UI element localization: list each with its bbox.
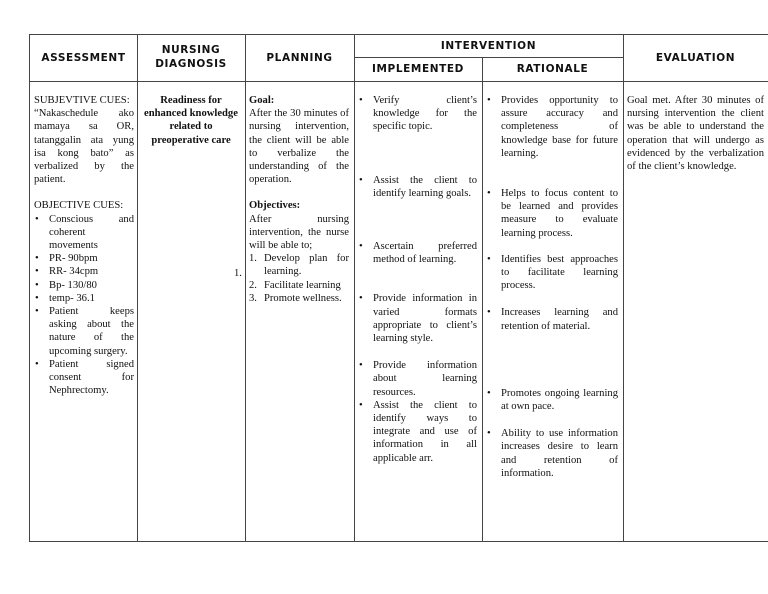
header-bottom-line bbox=[30, 81, 768, 82]
list-item: • Ability to use information increases desire to learn and retention of information. bbox=[486, 427, 618, 480]
nursing-diagnosis-text: Readiness for enhanced knowledge related to preoperative care bbox=[144, 95, 238, 146]
list-number: 3. bbox=[249, 292, 257, 304]
list-item: • Conscious and coherent movements bbox=[34, 213, 134, 253]
objective-label: OBJECTIVE CUES: bbox=[34, 200, 124, 212]
goal-text: After the 30 minutes of nursing intervention, the client will be able to verbalize the understanding of the operation. bbox=[249, 108, 349, 186]
list-item: • Assist the client to identify learning goals. bbox=[358, 174, 477, 200]
rationale-cell bbox=[486, 94, 618, 480]
list-item bbox=[249, 292, 349, 305]
list-item: • Ascertain preferred method of learning. bbox=[358, 240, 477, 266]
header-diagnosis-line2: DIAGNOSIS bbox=[155, 58, 227, 70]
objectives-intro: After nursing intervention, the nurse will be able to; bbox=[249, 213, 349, 252]
list-item bbox=[249, 279, 349, 292]
header-planning: PLANNING bbox=[266, 52, 333, 64]
column-divider bbox=[137, 35, 138, 541]
implemented-cell bbox=[358, 94, 477, 465]
list-item: • Promotes ongoing learning at own pace. bbox=[486, 387, 618, 413]
implemented-list bbox=[358, 94, 477, 465]
list-item: • Bp- 130/80 bbox=[34, 279, 134, 292]
objective-text: Facilitate learning bbox=[264, 279, 341, 291]
header-intervention: INTERVENTION bbox=[440, 40, 537, 52]
goal-label: Goal: bbox=[249, 95, 275, 106]
care-plan-table bbox=[29, 34, 768, 542]
stray-list-number: 1. bbox=[234, 268, 242, 279]
subjective-label: SUBJEVTIVE CUES: bbox=[34, 95, 130, 106]
list-item: • Provide information in varied formats appropriate to client’s learning style. bbox=[358, 292, 477, 345]
subjective-text: “Nakaschedule ako mamaya sa OR, tatanggalin ata yung isa kong bato” as verbalized by the patient. bbox=[34, 108, 134, 186]
planning-cell bbox=[249, 94, 349, 305]
column-divider bbox=[482, 57, 483, 541]
row-divider bbox=[354, 57, 623, 58]
header-evaluation: EVALUATION bbox=[655, 52, 736, 64]
header-diagnosis-line1: NURSING bbox=[161, 44, 221, 56]
list-item: • Assist the client to identify ways to integrate and use of information in all applicable arr. bbox=[358, 399, 477, 465]
header-implemented: IMPLEMENTED bbox=[372, 63, 464, 75]
list-number: 1. bbox=[249, 253, 257, 265]
objectives-label: Objectives: bbox=[249, 200, 301, 212]
list-item bbox=[249, 252, 349, 278]
evaluation-text: Goal met. After 30 minutes of nursing intervention the client was be able to understand the operation that will undergo as evidenced by the verbalization of the client’s knowledge. bbox=[627, 95, 764, 173]
list-item: • Identifies best approaches to facilitate learning process. bbox=[486, 253, 618, 293]
list-number: 2. bbox=[249, 279, 257, 291]
objective-text: Develop plan for learning. bbox=[264, 253, 349, 278]
list-item: • Patient keeps asking about the nature of the upcoming surgery. bbox=[34, 305, 134, 358]
objective-cues-list bbox=[34, 213, 134, 398]
list-item: • RR- 34cpm bbox=[34, 265, 134, 278]
list-item: • PR- 90bpm bbox=[34, 252, 134, 265]
header-diagnosis bbox=[137, 43, 245, 71]
column-divider bbox=[354, 35, 355, 541]
objectives-list bbox=[249, 252, 349, 305]
list-item: • Provide information about learning resources. bbox=[358, 359, 477, 399]
assessment-cell bbox=[34, 94, 134, 397]
header-assessment: ASSESSMENT bbox=[41, 52, 126, 64]
header-rationale: RATIONALE bbox=[516, 63, 589, 75]
list-item: • Verify client’s knowledge for the specific topic. bbox=[358, 94, 477, 134]
list-item: • Increases learning and retention of material. bbox=[486, 306, 618, 332]
list-item: • Helps to focus content to be learned and provides measure to evaluate learning process. bbox=[486, 187, 618, 240]
list-item: • Patient signed consent for Nephrectomy. bbox=[34, 358, 134, 398]
column-divider bbox=[623, 35, 624, 541]
rationale-list bbox=[486, 94, 618, 480]
list-item: • Provides opportunity to assure accuracy and completeness of knowledge base for future learning. bbox=[486, 94, 618, 160]
column-divider bbox=[245, 35, 246, 541]
objective-text: Promote wellness. bbox=[264, 292, 342, 304]
list-item: • temp- 36.1 bbox=[34, 292, 134, 305]
